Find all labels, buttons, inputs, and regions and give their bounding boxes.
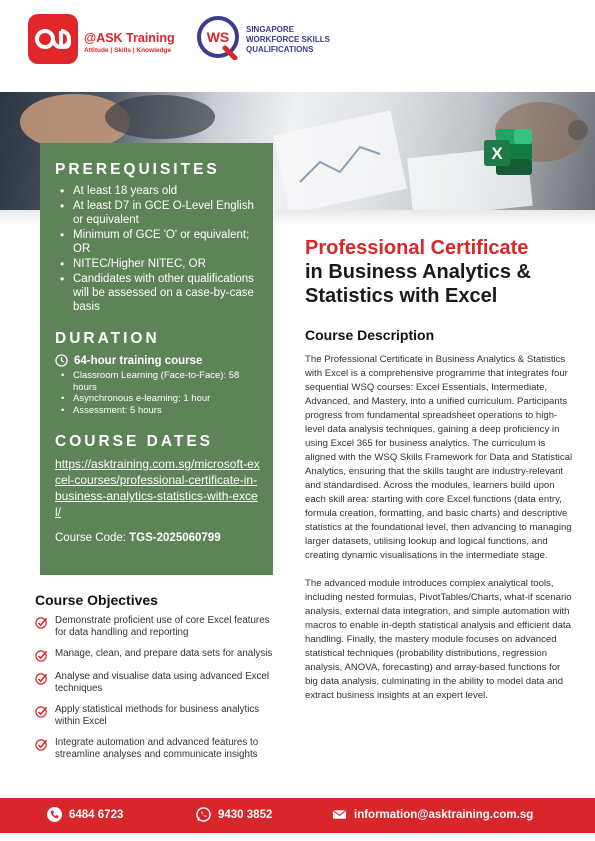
duration-item: • Assessment: 5 hours (55, 405, 258, 417)
whatsapp-number: 9430 3852 (218, 808, 273, 821)
check-circle-icon (35, 738, 48, 751)
check-circle-icon (35, 649, 48, 662)
ask-training-logo (28, 14, 78, 64)
course-dates-link[interactable]: https://asktraining.com.sg/microsoft-excel-courses/professional-certificate-in-business-analytics-statistics-with-excel/ (55, 457, 260, 519)
objective-item (35, 737, 275, 761)
wsq-logo-text (246, 25, 356, 55)
phone-number: 6484 6723 (69, 808, 124, 821)
svg-text:X: X (491, 144, 503, 163)
description-paragraph: The Professional Certificate in Business Analytics & Statistics with Excel is a comprehensive programme that integrates four sequential WSQ courses: Excel Essentials, Intermediate, Advanced, and Mastery, into a unified curriculum. Participants progress from fundamental spreadsheet operations to high-level data analysis techniques, gaining a deep proficiency in using Excel 365 for business analytics. The curriculum is aligned with the WSQ Skills Framework for Data and Statistical Analytics, ensuring that the skills taught are industry-relevant and standardised. Across the modules, learners build upon each skill area: starting with core Excel functions (data entry, formula creation, formatting, and basic charts) and descriptive statistics at the foundational level, then advancing to managing larger datasets, utilising lookup and logical functions, and creating dynamic visualisations in the intermediate stage. (305, 354, 573, 561)
ask-brand-name: @ASK Training (84, 31, 175, 45)
check-circle-icon (35, 616, 48, 629)
course-description (305, 353, 573, 717)
duration-headline: 64-hour training course (74, 354, 203, 367)
prerequisite-item: • At least D7 in GCE O-Level English or equivalent (55, 199, 258, 227)
course-code-line (55, 532, 258, 544)
objective-text: Analyse and visualise data using advanced Excel techniques (55, 671, 270, 694)
prerequisite-item: • At least 18 years old (55, 184, 258, 198)
course-dates-title: COURSE DATES (55, 433, 214, 450)
description-heading: Course Description (305, 327, 435, 343)
wsq-logo (195, 14, 241, 60)
objective-item (35, 704, 275, 728)
excel-icon (482, 127, 534, 179)
footer-whatsapp[interactable] (196, 807, 272, 822)
duration-title: DURATION (55, 330, 160, 347)
wsq-line-2: WORKFORCE SKILLS (246, 35, 330, 44)
duration-list (55, 370, 258, 416)
email-address: information@asktraining.com.sg (354, 808, 534, 821)
ask-brand-tagline: Attitude | Skills | Knowledge (84, 47, 172, 54)
clock-icon (55, 354, 68, 367)
course-title-highlight: Professional Certificate (305, 237, 529, 259)
footer-email[interactable] (332, 807, 533, 822)
course-code-label: Course Code: (55, 532, 130, 544)
prerequisites-list (55, 184, 258, 314)
objective-item (35, 615, 275, 639)
check-circle-icon (35, 672, 48, 685)
wsq-logo-mark (195, 14, 241, 60)
wsq-line-3: QUALIFICATIONS (246, 45, 314, 54)
whatsapp-icon (196, 807, 211, 822)
duration-item: • Classroom Learning (Face-to-Face): 58 hours (55, 370, 258, 393)
objective-text: Manage, clean, and prepare data sets for analysis (55, 648, 273, 659)
course-code-value: TGS-2025060799 (129, 532, 221, 544)
description-paragraph: The advanced module introduces complex analytical tools, including nested formulas, PivotTables/Charts, what-if scenario analysis, external data integration, and simple automation with macros to enable in-depth statistical analysis and efficient data handling. Finally, the mastery module focuses on advanced statistical techniques (probability distributions, regression analysis, ANOVA, forecasting) and array-based functions for big data analysis, culminating in the ability to model data and extract business insights at an expert level. (305, 578, 572, 701)
objectives-heading: Course Objectives (35, 592, 158, 608)
duration-item: • Asynchronous e-learning: 1 hour (55, 393, 258, 405)
objective-item (35, 671, 275, 695)
svg-text:WS: WS (206, 29, 230, 45)
duration-headline-row (55, 354, 258, 367)
prerequisite-item: • Candidates with other qualifications will be assessed on a case-by-case basis (55, 272, 258, 314)
mail-icon (332, 807, 347, 822)
prerequisite-item: • Minimum of GCE 'O' or equivalent; OR (55, 228, 258, 256)
course-title: in Business Analytics & Statistics with Excel (305, 261, 531, 307)
contact-footer (0, 798, 595, 833)
check-circle-icon (35, 705, 48, 718)
prerequisite-item: • NITEC/Higher NITEC, OR (55, 257, 258, 271)
wsq-line-1: SINGAPORE (246, 25, 295, 34)
phone-icon (47, 807, 62, 822)
objective-text: Apply statistical methods for business analytics within Excel (55, 704, 260, 727)
objectives-list (35, 615, 275, 770)
info-panel (40, 143, 273, 575)
footer-phone[interactable] (47, 807, 123, 822)
ask-logo-mark (28, 14, 78, 64)
objective-text: Demonstrate proficient use of core Excel features for data handling and reporting (55, 615, 270, 638)
objective-text: Integrate automation and advanced features to streamline analyses and communicate insights (55, 737, 259, 760)
objective-item (35, 648, 275, 662)
prerequisites-title: PREREQUISITES (55, 161, 220, 178)
ask-logo-text (84, 32, 175, 54)
